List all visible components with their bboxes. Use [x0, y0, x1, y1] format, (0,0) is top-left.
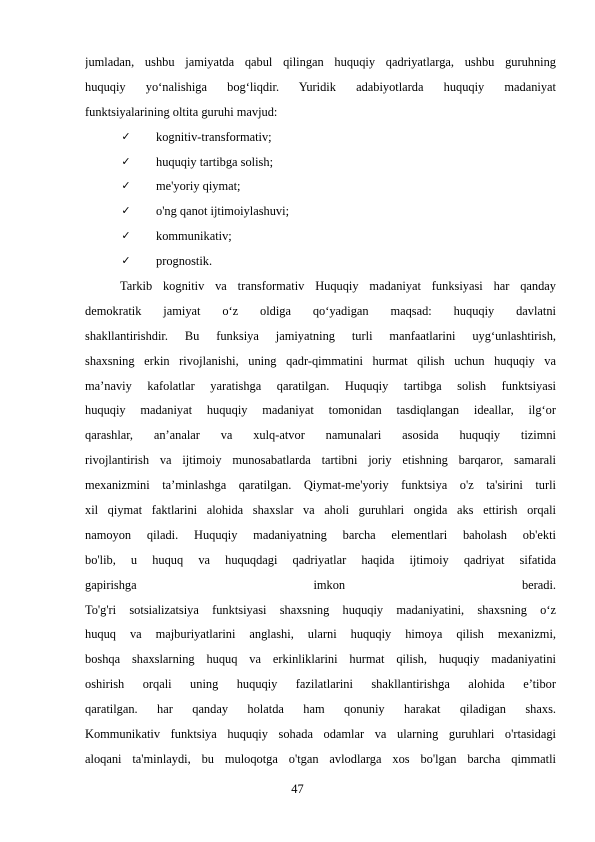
list-item — [85, 174, 556, 199]
text-line: huquqiy yo‘nalishiga bog‘liqdir. Yuridik adabiyotlarda huquqiy madaniyat — [85, 79, 556, 94]
list-item-label: o'ng qanot ijtimoiylashuvi; — [156, 204, 290, 219]
page-number: 47 — [291, 782, 304, 796]
text-line: ma’naviy kafolatlar yaratishga qaratilgan. Huquqiy tartibga solish funktsiyasi — [85, 378, 556, 393]
text-line: demokratik jamiyat o‘z oldiga qo‘yadigan maqsad: huquqiy davlatni — [85, 303, 556, 318]
list-item-label: me'yoriy qiymat; — [156, 179, 241, 194]
text-line: aloqani ta'minlaydi, bu muloqotga o'tgan avlodlarga xos bo'lgan barcha qimmatli — [85, 751, 556, 766]
list-item-label: kognitiv-transformativ; — [156, 129, 272, 144]
text-line: mexanizmini ta’minlashga qaratilgan. Qiymat-me'yoriy funktsiya o'z ta'sirini turli — [85, 478, 556, 493]
text-line: huquqiy madaniyat huquqiy madaniyat tomonidan tasdiqlangan ideallar, ilg‘or — [85, 403, 556, 418]
list-item — [85, 199, 556, 224]
text-line: shaxsning erkin rivojlanishi, uning qadr-qimmatini hurmat qilish uchun huquqiy va — [85, 353, 556, 368]
list-item — [85, 150, 556, 175]
text-line: gapirishga imkon beradi. — [85, 577, 556, 592]
text-line: shakllantirishdir. Bu funksiya jamiyatning turli manfaatlarini uyg‘unlashtirish, — [85, 328, 556, 343]
checkmark-icon: ✓ — [121, 254, 131, 268]
text-line: namoyon qiladi. Huquqiy madaniyatning barcha elementlari baholash ob'ekti — [85, 527, 556, 542]
text-line: boshqa shaxslarning huquq va erkinliklarini hurmat qilish, huquqiy madaniyatini — [85, 652, 556, 667]
text-line: qaratilgan. har qanday holatda ham qonuniy harakat qiladigan shaxs. — [85, 702, 556, 717]
checkmark-icon: ✓ — [121, 229, 131, 243]
list-item-label: prognostik. — [156, 254, 213, 269]
text-line: huquq va majburiyatlarini anglashi, ularni huquqiy himoya qilish mexanizmi, — [85, 627, 556, 642]
list-item-label: huquqiy tartibga solish; — [156, 154, 274, 169]
list-item — [85, 125, 556, 150]
list-item — [85, 224, 556, 249]
text-line: Kommunikativ funktsiya huquqiy sohada odamlar va ularning guruhlari o'rtasidagi — [85, 727, 556, 742]
list-item-label: kommunikativ; — [156, 229, 232, 244]
text-line: To'g'ri sotsializatsiya funktsiyasi shaxsning huquqiy madaniyatini, shaxsning o‘z — [85, 602, 556, 617]
text-line: funktsiyalarining oltita guruhi mavjud: — [85, 104, 278, 119]
text-line: rivojlantirish va ijtimoiy munosabatlarda tartibni joriy etishning barqaror, samarali — [85, 453, 556, 468]
paragraph-intro — [85, 50, 556, 125]
text-line: xil qiymat faktlarini alohida shaxslar va aholi guruhlari ongida aks ettirish orqali — [85, 503, 556, 518]
list-item — [85, 249, 556, 274]
checkmark-icon: ✓ — [121, 129, 131, 143]
text-line: bo'lib, u huquq va huquqdagi qadriyatlar haqida ijtimoiy qadriyat sifatida — [85, 552, 556, 567]
text-line: oshirish orqali uning huquqiy fazilatlarini shakllantirishga alohida e’tibor — [85, 677, 556, 692]
text-line: jumladan, ushbu jamiyatda qabul qilingan huquqiy qadriyatlarga, ushbu guruhning — [85, 55, 556, 69]
text-line: Tarkib kognitiv va transformativ Huquqiy madaniyat funksiyasi har qanday — [120, 279, 556, 294]
checkmark-icon: ✓ — [121, 204, 131, 218]
checkmark-icon: ✓ — [121, 154, 131, 168]
paragraph-body — [85, 274, 556, 772]
text-line: qarashlar, an’analar va xulq-atvor namunalari asosida huquqiy tizimni — [85, 428, 556, 443]
checkmark-icon: ✓ — [121, 179, 131, 193]
bullet-list — [85, 125, 556, 274]
document-page — [85, 50, 556, 772]
